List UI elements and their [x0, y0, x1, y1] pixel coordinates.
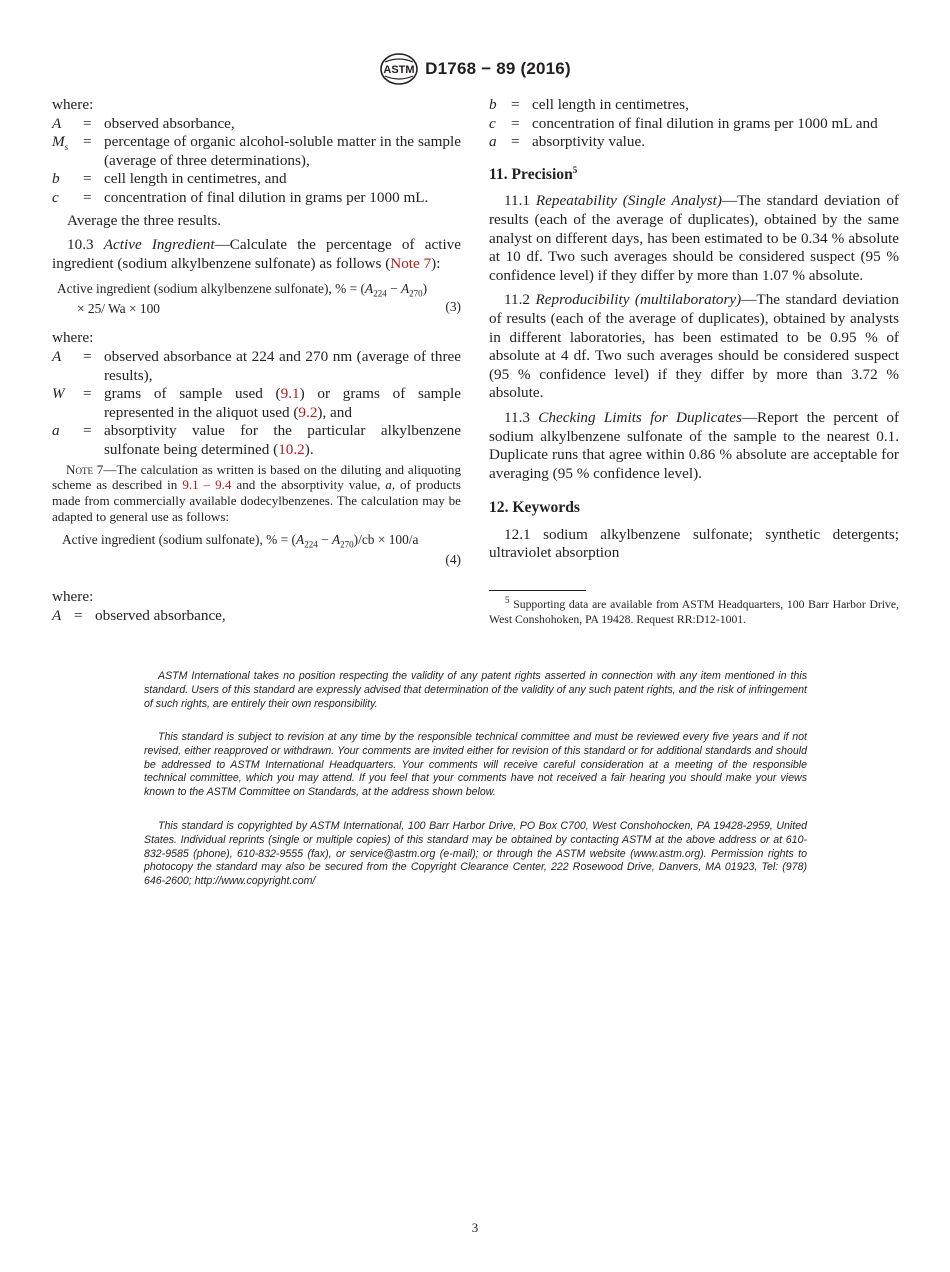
section-11-heading: 11. Precision$^5$ — [489, 164, 578, 183]
footnote-divider — [489, 590, 586, 591]
definition-A: A = observed absorbance at 224 and 270 nm (average of three results), — [52, 347, 461, 384]
equation-4: Active ingredient (sodium sulfonate), % = $(A_{224} - A_{270})/cb \times 100/a$ (4) — [52, 530, 461, 570]
definition-c: c = concentration of final dilution in grams per 1000 mL and — [489, 114, 878, 132]
note-7: Note 7—The calculation as written is based on the diluting and aliquoting scheme as described in 9.1 – 9.4 and the absorptivity value, a, of products made from commercially available dodecylbenzenes. The calculation may be adapted to general use as follows: — [52, 461, 462, 524]
logo-text: ASTM — [383, 64, 415, 76]
section-11-1: 11.1 Repeatability (Single Analyst)—The standard deviation of results (each of the average of duplicates), obtained by the same analyst on different days, has been estimated to be 0.34 % absolute at 10 df. Two such averages should be considered suspect (95 % confidence level) if they differ by more than 1.07 % absolute. — [489, 192, 899, 284]
definition-list — [52, 348, 461, 460]
definition-b: b = cell length in centimetres, — [489, 96, 689, 113]
ref-10-2-link[interactable]: 10.2 — [278, 440, 305, 458]
patent-notice: ASTM International takes no position respecting the validity of any patent rights asserted in connection with any item mentioned in this standard. Users of this standard are expressly advised that determination of the validity of any such patent rights, and the risk of infringement of such rights, are entirely their own responsibility. — [144, 670, 807, 710]
astm-logo-icon — [379, 52, 419, 86]
section-12-1: 12.1 sodium alkylbenzene sulfonate; synthetic detergents; ultraviolet absorption — [489, 525, 899, 562]
footnote-5: $^5$ Supporting data are available from ASTM Headquarters, 100 Barr Harbor Drive, West Conshohoken, PA 19428. Request RR:D12-1001. — [489, 595, 899, 627]
definition-list — [52, 115, 461, 208]
definition-a: a = absorptivity value for the particular alkylbenzene sulfonate being determined (10.2). — [52, 422, 461, 458]
average-paragraph: Average the three results. — [67, 211, 222, 229]
definition-list — [489, 96, 899, 152]
note-7-link[interactable]: Note 7 — [390, 254, 432, 272]
ref-9-1-9-4-link[interactable]: 9.1 – 9.4 — [182, 477, 232, 493]
page-header — [0, 52, 950, 91]
where-label: where: — [52, 96, 94, 113]
section-10-3: 10.3 Active Ingredient—Calculate the percentage of active ingredient (sodium alkylbenzene sulfonate) as follows (Note 7): — [52, 236, 461, 272]
equation-number: (4) — [445, 552, 461, 568]
definition-A: A = observed absorbance, — [52, 606, 226, 624]
where-label: where: — [52, 329, 94, 347]
ref-9-2-link[interactable]: 9.2 — [298, 403, 318, 421]
definition-b: b = cell length in centimetres, and — [52, 170, 287, 188]
section-12-heading: 12. Keywords — [489, 499, 580, 517]
definition-a: a = absorptivity value. — [489, 133, 646, 151]
designation: D1768 − 89 (2016) — [425, 59, 571, 78]
left-column — [52, 96, 461, 626]
ref-9-1-link[interactable]: 9.1 — [280, 385, 300, 403]
revision-notice: This standard is subject to revision at any time by the responsible technical committee and must be reviewed every five years and if not revised, either reapproved or withdrawn. Your comments are invited either for revision of this standard or for additional standards and should be addressed to ASTM International Headquarters. Your comments will receive careful consideration at a meeting of the responsible technical committee, which you may attend. If you feel that your comments have not received a fair hearing you should make your views known to the ASTM Committee on Standards, at the address shown below. — [144, 731, 807, 799]
section-11-3: 11.3 Checking Limits for Duplicates—Report the percent of sodium alkylbenzene sulfonate of the sample to the nearest 0.1. Duplicate runs that agree within 0.86 % absolute are acceptable for averaging (95 % confidence level). — [489, 408, 899, 482]
definition-W: W = grams of sample used (9.1) or grams of sample represented in the aliquot used (9.2), and — [52, 385, 462, 421]
definition-c: c = concentration of final dilution in grams per 1000 mL. — [52, 188, 429, 206]
page-number: 3 — [471, 1220, 479, 1235]
where-label: where: — [52, 588, 94, 606]
equation-3: Active ingredient (sodium alkylbenzene sulfonate), % = $(A_{224} - A_{270})$ × 25/ Wa × 100 (3) — [57, 281, 461, 317]
section-11-2: 11.2 Reproducibility (multilaboratory)—The standard deviation of results (each of the average of duplicates), obtained by analysts in different laboratories, has been estimated to be 0.95 % of absolute at 4 df. Two such averages should be considered suspect (95 % confidence level) if they differ by more than 3.72 % absolute. — [489, 291, 899, 402]
definition-Ms: $M_s$ = percentage of organic alcohol-soluble matter in the sample (average of three determinations), — [52, 133, 461, 169]
right-column — [489, 96, 899, 627]
definition-A: A = observed absorbance, — [52, 114, 235, 132]
copyright-notice: This standard is copyrighted by ASTM International, 100 Barr Harbor Drive, PO Box C700, West Conshohocken, PA 19428-2959, United States. Individual reprints (single or multiple copies) of this standard may be obtained by contacting ASTM at the above address or at 610-832-9585 (phone), 610-832-9555 (fax), or service@astm.org (e-mail); or through the ASTM website (www.astm.org). Permission rights to photocopy the standard may also be secured from the Copyright Clearance Center, 222 Rosewood Drive, Danvers, MA 01923, Tel: (978) 646-2600; http://www.copyright.com/ — [144, 820, 807, 888]
equation-number: (3) — [445, 299, 461, 315]
